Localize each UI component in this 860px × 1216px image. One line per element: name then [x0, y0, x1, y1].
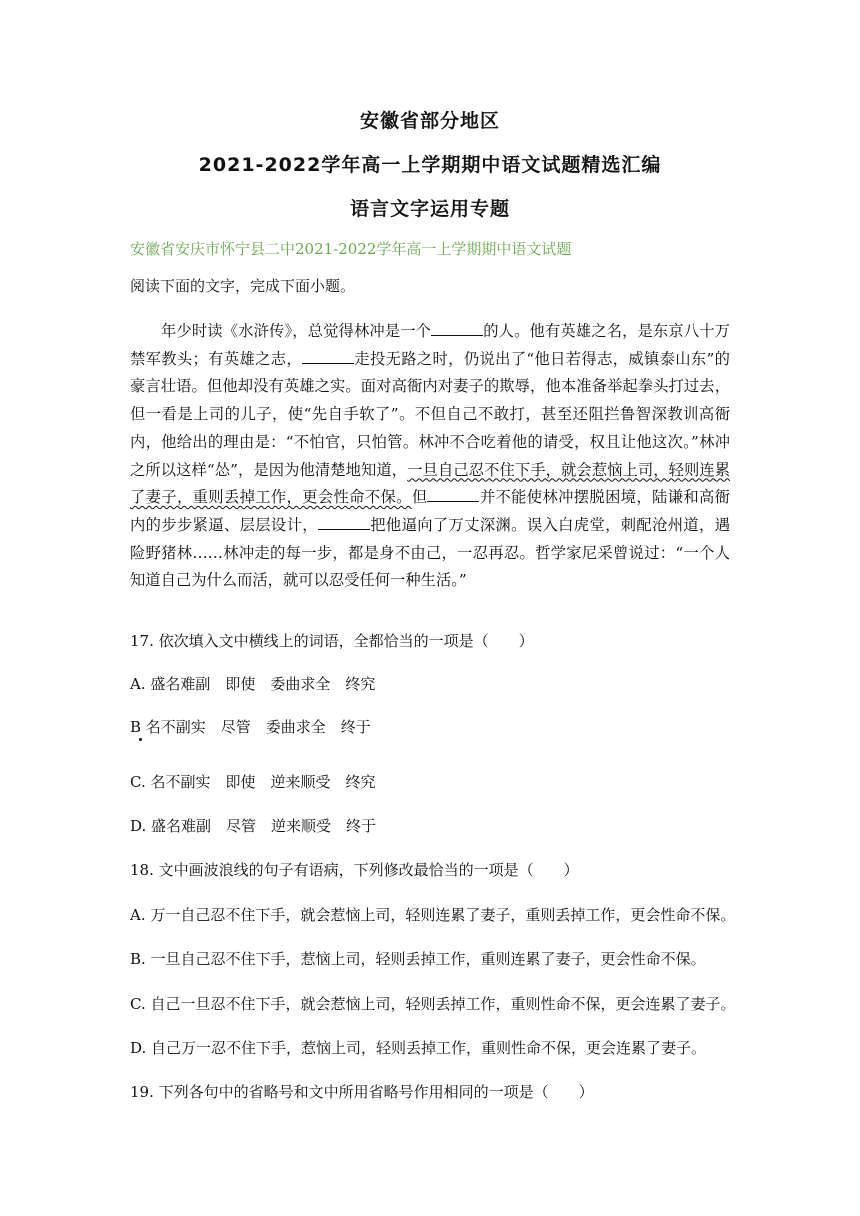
question-18-option-d: D. 自己万一忍不住下手，惹恼上司，轻则丢掉工作，重则性命不保，更会连累了妻子。 — [130, 1039, 707, 1057]
question-19-stem: 19. 下列各句中的省略号和文中所用省略号作用相同的一项是（ ） — [130, 1083, 594, 1101]
stray-dot-mark — [139, 738, 142, 741]
question-18-stem: 18. 文中画波浪线的句子有语病，下列修改最恰当的一项是（ ） — [130, 861, 579, 879]
passage-text: 把他逼向了万丈深渊。误入白虎堂，刺配沧州道，遇险野猪林……林冲走的每一步，都是身不由己，一忍再忍。哲学家尼采曾说过：“一个人知道自己为什么而活，就可以忍受任何一种生活。” — [130, 515, 730, 590]
question-17-option-b: B 名不副实 尽管 委曲求全 终于 — [130, 718, 371, 736]
instruction-text: 阅读下面的文字，完成下面小题。 — [130, 277, 356, 295]
question-17-option-c: C. 名不副实 即使 逆来顺受 终究 — [130, 773, 376, 791]
passage-text: 走投无路之时，仍说出了“他日若得志，威镇泰山东”的豪言壮语。但他却没有英雄之实。面对高衙内对妻子的欺辱，他本准备举起拳头打过去，但一看是上司的儿子，使“先自手软了”。不但自己不敢打，甚至还阻拦鲁智深教训高衙内，他给出的理由是：“不怕官，只怕管。林冲不合吃着他的请受，权且让他这次。”林冲之所以这样“怂”，是因为他清楚地知道， — [130, 349, 730, 479]
title-region: 安徽省部分地区 — [359, 110, 500, 132]
question-17-option-d: D. 盛名难副 尽管 逆来顺受 终于 — [130, 817, 377, 835]
source-heading: 安徽省安庆市怀宁县二中2021-2022学年高一上学期期中语文试题 — [130, 240, 572, 258]
reading-passage — [130, 318, 730, 595]
fill-blank — [431, 321, 483, 336]
fill-blank — [318, 515, 370, 530]
passage-text: 的人。他有英雄之名，是东京八十万禁军教头；有英雄之志， — [130, 322, 730, 368]
wavy-underlined-sentence: 一旦自己忍不住下手，就会惹恼上司，轻则连累了妻子，重则丢掉工作，更会性命不保。 — [130, 460, 730, 507]
passage-text: 并不能使林冲摆脱困境，陆谦和高衙内的步步紧逼、层层设计， — [130, 488, 730, 534]
question-18-option-c: C. 自己一旦忍不住下手，就会惹恼上司，轻则丢掉工作，重则性命不保，更会连累了妻子。 — [130, 995, 736, 1013]
question-17-option-a: A. 盛名难副 即使 委曲求全 终究 — [130, 675, 376, 693]
question-18-option-b: B. 一旦自己忍不住下手，惹恼上司，轻则丢掉工作，重则连累了妻子，更会性命不保。 — [130, 950, 706, 968]
title-topic: 语言文字运用专题 — [349, 198, 510, 220]
title-exam: 2021-2022学年高一上学期期中语文试题精选汇编 — [198, 154, 662, 176]
question-18-option-a: A. 万一自己忍不住下手，就会惹恼上司，轻则连累了妻子，重则丢掉工作，更会性命不保。 — [130, 906, 736, 924]
fill-blank — [302, 349, 354, 364]
question-17-stem: 17. 依次填入文中横线上的词语，全都恰当的一项是（ ） — [130, 632, 534, 650]
passage-text: 但 — [411, 488, 428, 507]
passage-text: 年少时读《水浒传》，总觉得林冲是一个 — [161, 322, 432, 340]
fill-blank — [427, 487, 479, 502]
